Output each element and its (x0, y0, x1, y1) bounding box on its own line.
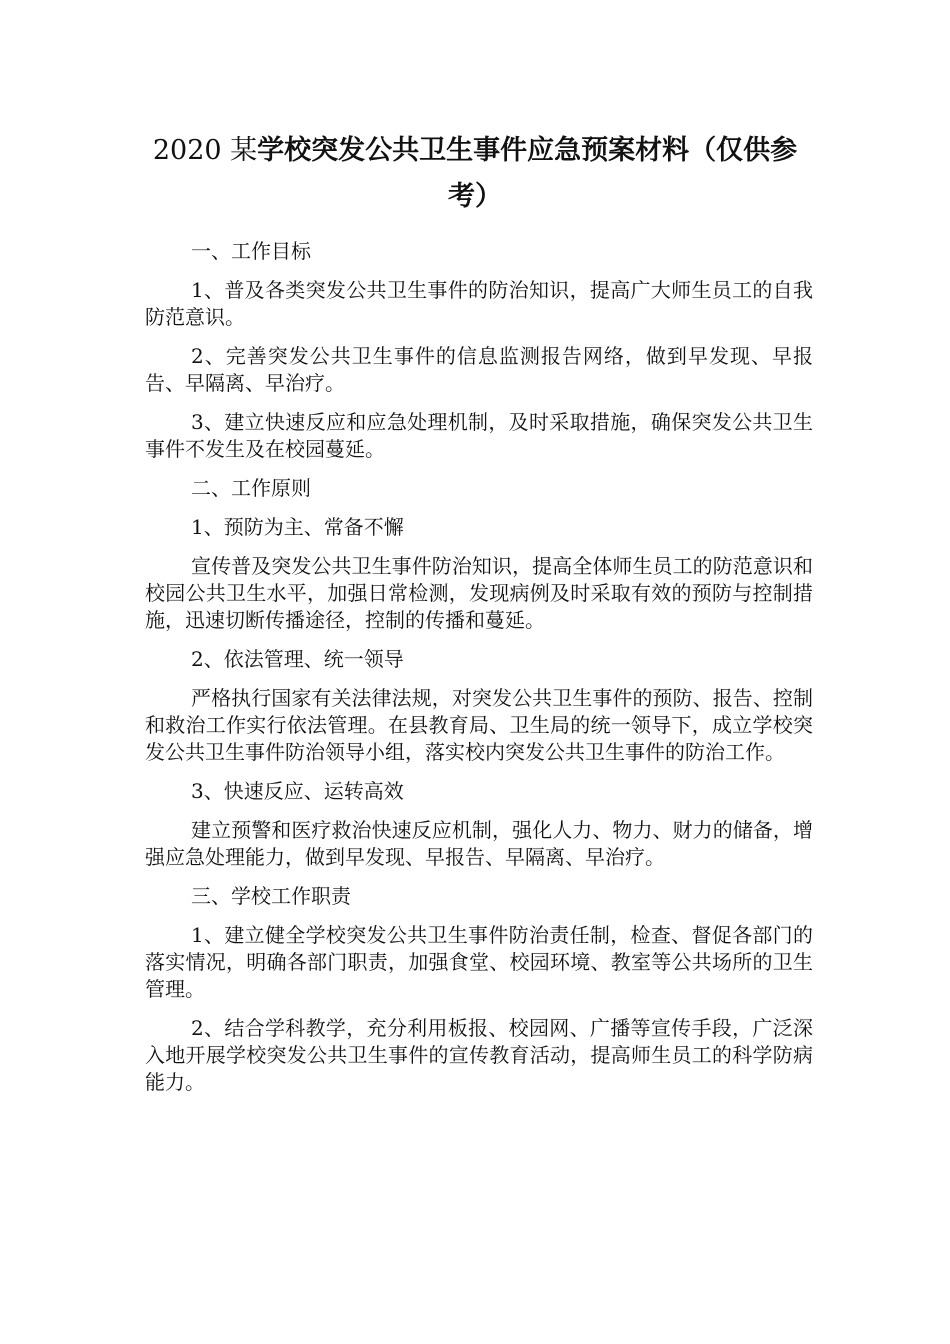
subheading: 2、依法管理、统一领导 (191, 647, 404, 671)
paragraph: 3、建立快速反应和应急处理机制，及时采取措施，确保突发公共卫生事件不发生及在校园蔓延。 (145, 410, 813, 461)
paragraph: 1、普及各类突发公共卫生事件的防治知识，提高广大师生员工的自我防范意识。 (145, 278, 813, 329)
subheading: 1、预防为主、常备不懈 (191, 515, 404, 539)
section-heading-principles: 二、工作原则 (191, 476, 311, 500)
paragraph: 宣传普及突发公共卫生事件防治知识，提高全体师生员工的防范意识和校园公共卫生水平，加强日常检测，发现病例及时采取有效的预防与控制措施，迅速切断传播途径，控制的传播和蔓延。 (145, 554, 813, 632)
title-main: 学校突发公共卫生事件应急预案材料（仅供参 (257, 135, 798, 166)
title-year: 2020 某 (152, 135, 258, 166)
paragraph: 严格执行国家有关法律法规，对突发公共卫生事件的预防、报告、控制和救治工作实行依法管理。在县教育局、卫生局的统一领导下，成立学校突发公共卫生事件防治领导小组，落实校内突发公共卫生事件的防治工作。 (145, 686, 813, 764)
paragraph: 2、结合学科教学，充分利用板报、校园网、广播等宣传手段，广泛深入地开展学校突发公共卫生事件的宣传教育活动，提高师生员工的科学防病能力。 (145, 1016, 813, 1094)
document-body (145, 238, 813, 1108)
paragraph: 2、完善突发公共卫生事件的信息监测报告网络，做到早发现、早报告、早隔离、早治疗。 (145, 344, 813, 395)
section-heading-duties: 三、学校工作职责 (191, 884, 351, 908)
document-title (118, 128, 832, 220)
subheading: 3、快速反应、运转高效 (191, 779, 404, 803)
section-heading-goals: 一、工作目标 (191, 239, 311, 263)
paragraph: 1、建立健全学校突发公共卫生事件防治责任制，检查、督促各部门的落实情况，明确各部门职责，加强食堂、校园环境、教室等公共场所的卫生管理。 (145, 923, 813, 1001)
paragraph: 建立预警和医疗救治快速反应机制，强化人力、物力、财力的储备，增强应急处理能力，做到早发现、早报告、早隔离、早治疗。 (145, 818, 813, 869)
title-tail: 考） (448, 181, 502, 212)
